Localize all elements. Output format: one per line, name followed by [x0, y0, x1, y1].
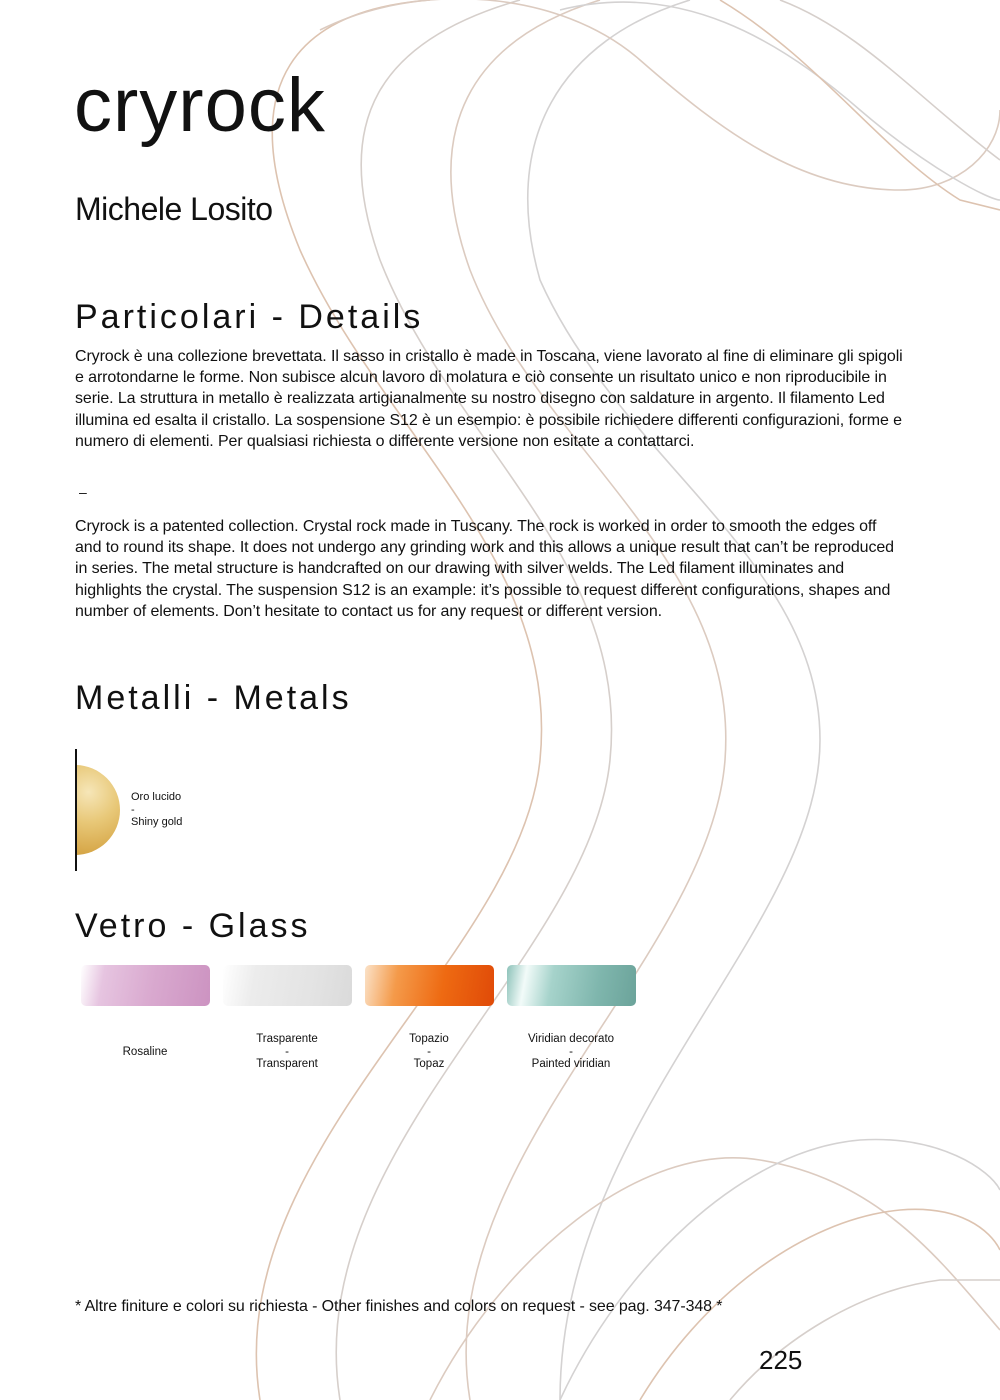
glass-swatch-painted-viridian	[507, 965, 636, 1006]
glass-label-rosaline	[75, 1046, 215, 1059]
glass-label-topaz	[359, 1033, 499, 1071]
glass-label-italian: Trasparente	[256, 1033, 318, 1045]
glass-label-italian: Topazio	[409, 1033, 449, 1045]
page-number: 225	[759, 1345, 803, 1375]
details-heading: Particolari - Details	[75, 298, 424, 336]
footnote: * Altre finiture e colori su richiesta - Other finishes and colors on request - see pag. 347-348 *	[75, 1298, 723, 1315]
metal-label	[131, 791, 182, 829]
glass-label-separator: -	[569, 1045, 573, 1058]
glass-label-english: Transparent	[256, 1058, 318, 1071]
glass-swatch-rosaline	[81, 965, 210, 1006]
glass-label-english: Topaz	[413, 1058, 445, 1071]
glass-label-separator: -	[427, 1045, 431, 1058]
author-name: Michele Losito	[75, 191, 273, 227]
metal-label-italian: Oro lucido	[131, 791, 182, 803]
glass-label-separator: -	[285, 1045, 289, 1058]
details-text-italian: Cryrock è una collezione brevettata. Il sasso in cristallo è made in Toscana, viene lavorato al fine di eliminare gli spigoli e arrotondarne le forme. Non subisce alcun lavoro di molatura e ciò consente un risultato unico e non riproducibile in serie. La struttura in metallo è realizzata artigianalmente su nostro disegno con saldature in argento. Il filamento Led illumina ed esalta il cristallo. La sospensione S12 è un esempio: è possibile richiedere differenti configurazioni, forme e numero di elementi. Per qualsiasi richiesta o differente versione non esitate a contattarci.	[75, 348, 903, 450]
glass-swatch-transparent	[223, 965, 352, 1006]
metals-heading: Metalli - Metals	[75, 679, 352, 717]
glass-swatch-grid	[75, 965, 655, 1085]
page-title: cryrock	[74, 63, 326, 148]
glass-heading: Vetro - Glass	[75, 907, 311, 945]
glass-label-italian: Rosaline	[122, 1046, 168, 1058]
glass-label-painted-viridian	[501, 1033, 641, 1071]
glass-label-transparent	[217, 1033, 357, 1071]
metal-label-separator: -	[131, 803, 135, 816]
glass-label-english: Painted viridian	[531, 1058, 611, 1071]
glass-swatch-topaz	[365, 965, 494, 1006]
metal-label-english: Shiny gold	[131, 816, 183, 828]
details-text-english: Cryrock is a patented collection. Crystal rock made in Tuscany. The rock is worked in order to smooth the edges off and to round its shape. It does not undergo any grinding work and this allows a unique result that can’t be reproduced in series. The metal structure is handcrafted on our drawing with silver welds. The Led filament illuminates and highlights the crystal. The suspension S12 is an example: it’s possible to request different configurations, shapes and number of elements. Don’t hesitate to contact us for any request or different version.	[75, 518, 894, 620]
details-separator: –	[79, 484, 87, 500]
metal-divider-line	[75, 749, 77, 871]
glass-label-italian: Viridian decorato	[527, 1033, 615, 1045]
